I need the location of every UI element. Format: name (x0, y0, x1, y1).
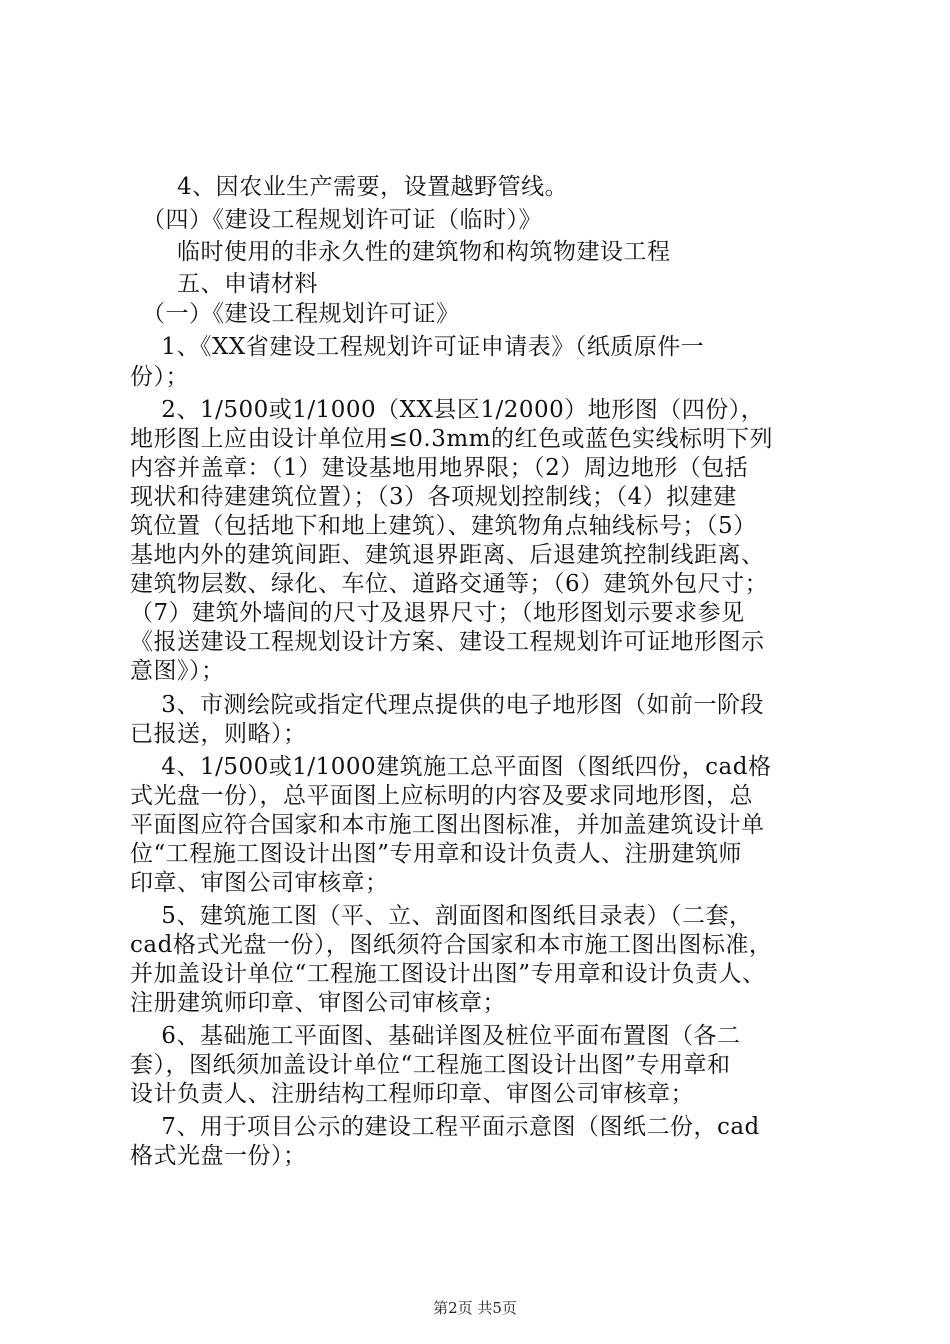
text-line: 意图》）； (130, 658, 225, 684)
text-line: 印章、审图公司审核章； (130, 870, 389, 896)
text-line: 1、《XX省建设工程规划许可证申请表》（纸质原件一 (130, 334, 705, 360)
text-line: 3、市测绘院或指定代理点提供的电子地形图（如前一阶段 (130, 692, 764, 718)
text-line: （一）《建设工程规划许可证》 (130, 301, 460, 327)
text-line: 筑位置（包括地下和地上建筑）、建筑物角点轴线标号；（5） (130, 513, 757, 539)
text-line: 《报送建设工程规划设计方案、建设工程规划许可证地形图示 (130, 629, 765, 655)
text-line: 套），图纸须加盖设计单位“工程施工图设计出图”专用章和 (130, 1052, 731, 1078)
text-line: 临时使用的非永久性的建筑物和构筑物建设工程 (130, 239, 671, 265)
text-line: 五、申请材料 (130, 271, 318, 297)
page-number: 第2页 共5页 (433, 1299, 517, 1317)
text-line: 式光盘一份），总平面图上应标明的内容及要求同地形图，总 (130, 783, 753, 809)
text-line: 7、用于项目公示的建设工程平面示意图（图纸二份，cad (130, 1114, 760, 1140)
text-line: 2、1/500或1/1000（XX县区1/2000）地形图（四份）， (130, 397, 765, 423)
text-line: （四）《建设工程规划许可证（临时）》 (130, 207, 542, 233)
text-line: 6、基础施工平面图、基础详图及桩位平面布置图（各二 (130, 1023, 741, 1049)
text-line: 设计负责人、注册结构工程师印章、审图公司审核章； (130, 1081, 694, 1107)
text-line: 并加盖设计单位“工程施工图设计出图”专用章和设计负责人、 (130, 961, 766, 987)
text-line: 格式光盘一份）； (130, 1143, 307, 1169)
text-line: 4、因农业生产需要，设置越野管线。 (130, 174, 569, 200)
text-line: （7）建筑外墙间的尺寸及退界尺寸；（地形图划示要求参见 (130, 600, 745, 626)
text-line: 内容并盖章：（1）建设基地用地界限；（2）周边地形（包括 (130, 455, 749, 481)
text-line: 已报送，则略）； (130, 721, 307, 747)
text-line: 份）； (130, 364, 189, 390)
text-line: 平面图应符合国家和本市施工图出图标准，并加盖建筑设计单 (130, 812, 765, 838)
text-line: 4、1/500或1/1000建筑施工总平面图（图纸四份，cad格 (130, 754, 772, 780)
text-line: 注册建筑师印章、审图公司审核章； (130, 990, 506, 1016)
text-line: cad格式光盘一份），图纸须符合国家和本市施工图出图标准， (130, 932, 773, 958)
text-line: 地形图上应由设计单位用≤0.3mm的红色或蓝色实线标明下列 (130, 426, 773, 452)
text-line: 现状和待建建筑位置）；（3）各项规划控制线；（4）拟建建 (130, 484, 737, 510)
text-line: 5、建筑施工图（平、立、剖面图和图纸目录表）（二套， (130, 903, 753, 929)
text-line: 位“工程施工图设计出图”专用章和设计负责人、注册建筑师 (130, 841, 743, 867)
text-line: 建筑物层数、绿化、车位、道路交通等；（6）建筑外包尺寸； (130, 571, 769, 597)
text-line: 基地内外的建筑间距、建筑退界距离、后退建筑控制线距离、 (130, 542, 765, 568)
